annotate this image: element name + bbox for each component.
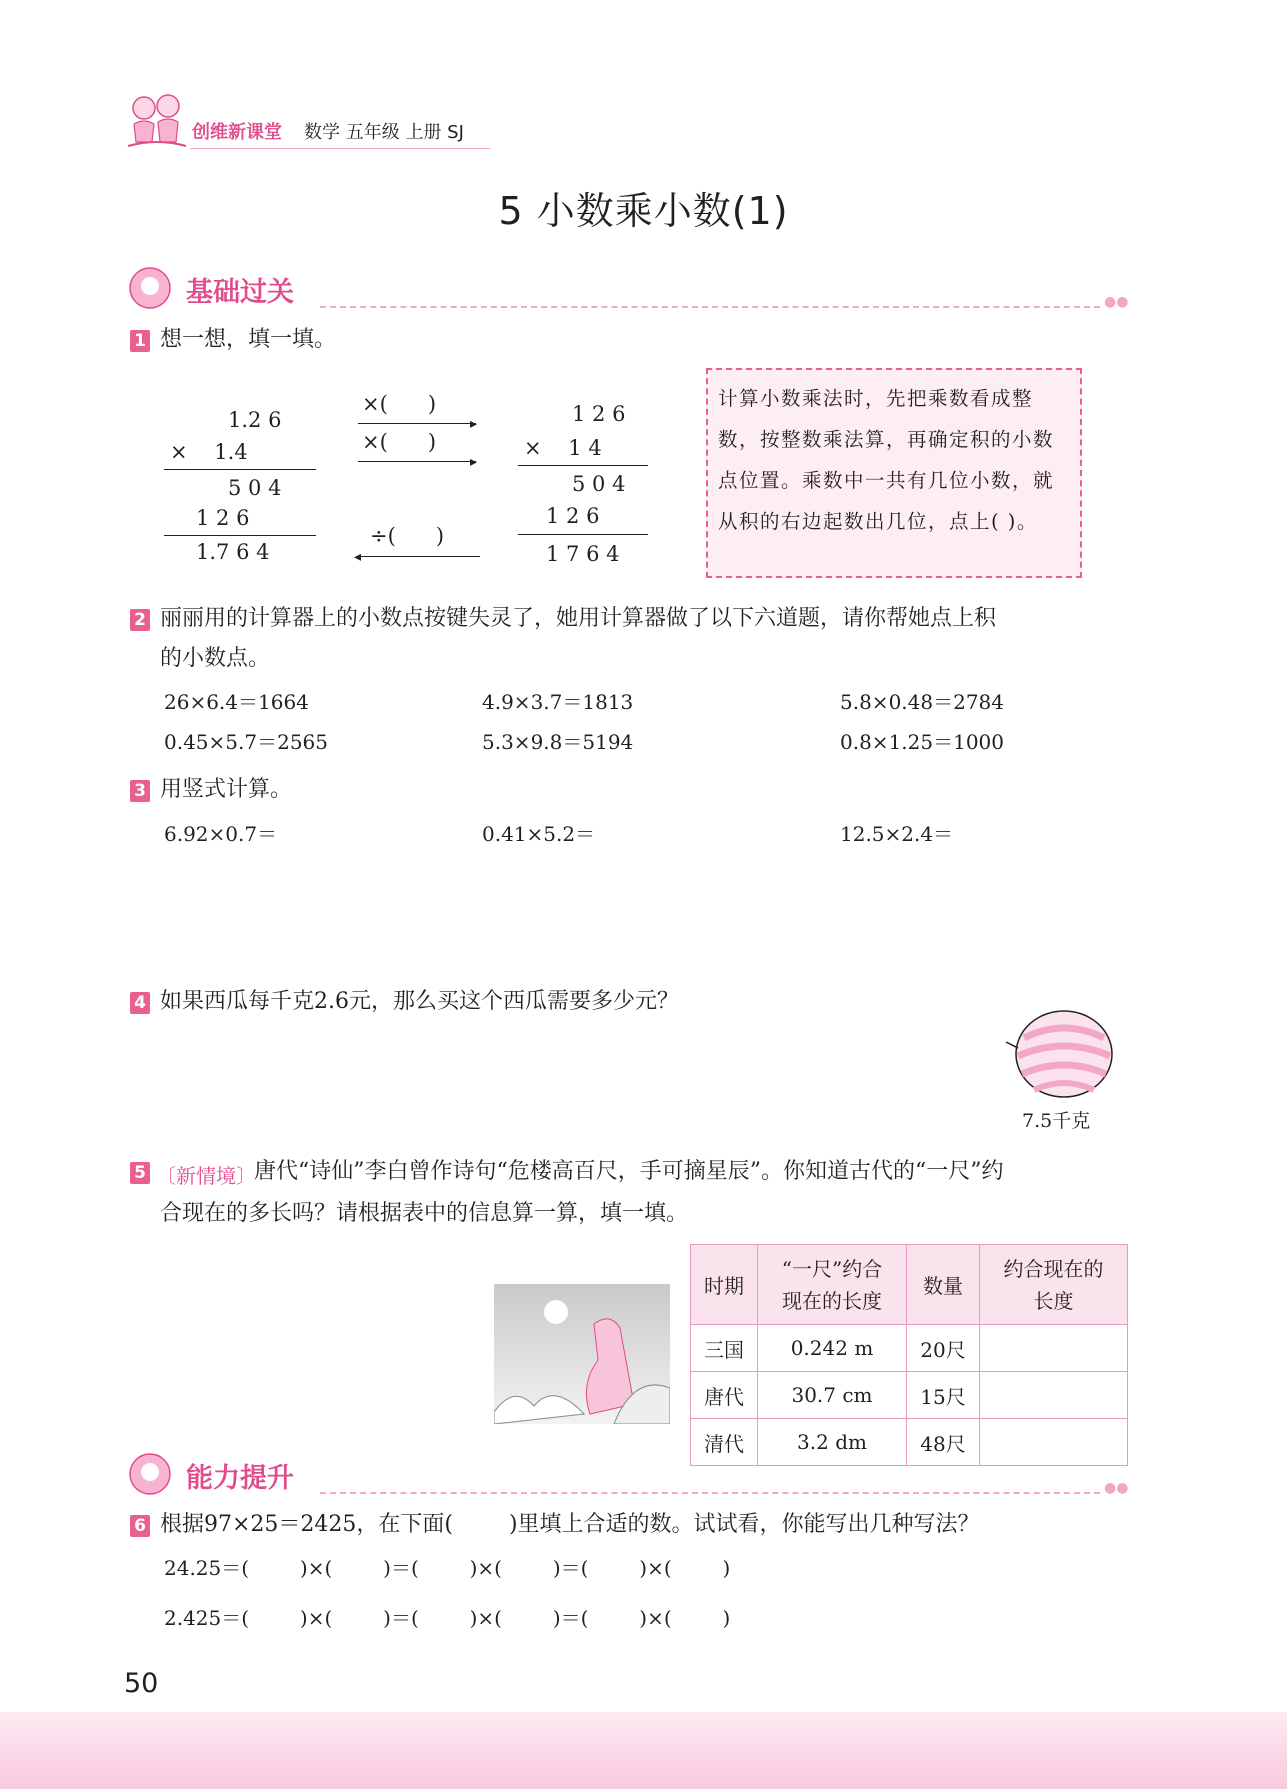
equation: 6.92×0.7＝ [164,822,278,846]
calc-right-row2: × 1 4 [524,436,602,460]
section-dots: ●● [1104,294,1129,310]
table-row [691,1419,1128,1466]
new-context-tag: 〔新情境〕 [156,1164,256,1188]
table-row [691,1372,1128,1419]
calc-left-row3: 5 0 4 [228,476,282,500]
equation-fill-line: 2.425＝( )×( )＝( )×( )＝( )×( ) [164,1606,731,1630]
answer-cell[interactable] [980,1419,1128,1466]
table-header: 时期 [691,1245,758,1325]
question-text-line2: 合现在的多长吗？请根据表中的信息算一算，填一填。 [160,1201,689,1226]
question-number: 1 [130,330,150,352]
question-number: 5 [130,1162,150,1184]
question-number: 4 [130,992,150,1014]
watermelon-image [1004,1008,1116,1104]
equation: 4.9×3.7＝1813 [482,690,634,714]
arrow-label-top1: ×( ) [362,392,437,416]
question-prompt: 根据97×25＝2425，在下面( )里填上合适的数。试试看，你能写出几种写法？ [160,1512,980,1537]
section-divider [320,1492,1100,1494]
table-header: 约合现在的 长度 [980,1245,1128,1325]
calc-left-rule1 [164,469,316,470]
arrow-head-right-icon: ▸ [470,454,478,470]
calc-right-rule2 [518,534,648,535]
question-text-line2: 的小数点。 [160,646,271,671]
table-cell: 唐代 [691,1372,758,1419]
calc-left-row2: × 1.4 [170,440,248,464]
calc-right-row5: 1 7 6 4 [546,542,620,566]
question-text-line1: 丽丽用的计算器上的小数点按键失灵了，她用计算器做了以下六道题，请你帮她点上积 [160,606,997,631]
calc-left-row4: 1 2 6 [196,506,250,530]
arrow-bottom [360,556,480,557]
table-header: 数量 [907,1245,980,1325]
book-info: 数学 五年级 上册 SJ [304,122,464,143]
equation: 0.41×5.2＝ [482,822,596,846]
page-number: 50 [124,1668,159,1699]
tip-box [706,368,1082,578]
answer-cell[interactable] [980,1325,1128,1372]
equation: 0.45×5.7＝2565 [164,730,328,754]
calc-right-row3: 5 0 4 [572,472,626,496]
arrow-head-right-icon: ▸ [470,416,478,432]
table-row [691,1325,1128,1372]
calc-left-row1: 1.2 6 [228,408,282,432]
section-icon [128,1452,172,1496]
question-number: 3 [130,780,150,802]
header-underline [190,148,490,149]
question-number: 2 [130,609,150,631]
calc-left-rule2 [164,535,316,536]
arrow-label-bottom: ÷( ) [370,524,445,548]
table-cell: 3.2 dm [758,1419,907,1466]
equation: 5.8×0.48＝2784 [840,690,1004,714]
calc-right-row1: 1 2 6 [572,402,626,426]
section-divider [320,306,1100,308]
table-cell: 48尺 [907,1419,980,1466]
question-prompt: 用竖式计算。 [160,777,293,802]
table-cell: 15尺 [907,1372,980,1419]
equation: 26×6.4＝1664 [164,690,309,714]
arrow-top2 [358,461,476,462]
watermelon-weight-label: 7.5千克 [1022,1110,1091,1132]
section-icon [128,266,172,310]
table-cell: 0.242 m [758,1325,907,1372]
equation: 5.3×9.8＝5194 [482,730,634,754]
question-number: 6 [130,1515,150,1537]
brand-logo [124,90,190,152]
moonlit-scene-image [494,1284,670,1424]
table-cell: 三国 [691,1325,758,1372]
equation-fill-line: 24.25＝( )×( )＝( )×( )＝( )×( ) [164,1556,731,1580]
question-text-line1: 唐代“诗仙”李白曾作诗句“危楼高百尺，手可摘星辰”。你知道古代的“一尺”约 [254,1159,1004,1184]
arrow-top1 [358,423,476,424]
equation: 12.5×2.4＝ [840,822,954,846]
footer-band [0,1712,1287,1789]
era-length-table [690,1244,1128,1466]
page-title: 5 小数乘小数(1) [498,189,789,233]
table-header: “一尺”约合 现在的长度 [758,1245,907,1325]
section-title-advanced: 能力提升 [186,1463,294,1494]
question-prompt: 想一想，填一填。 [160,327,337,352]
brand-name: 创维新课堂 [192,122,282,143]
section-title-basic: 基础过关 [186,277,294,308]
table-cell: 清代 [691,1419,758,1466]
table-cell: 20尺 [907,1325,980,1372]
answer-cell[interactable] [980,1372,1128,1419]
arrow-head-left-icon: ◂ [354,549,362,565]
calc-left-row5: 1.7 6 4 [196,540,270,564]
tip-text: 计算小数乘法时，先把乘数看成整数，按整数乘法算，再确定积的小数点位置。乘数中一共有几位小数，就从积的右边起数出几位，点上( )。 [718,387,1055,533]
arrow-label-top2: ×( ) [362,430,437,454]
question-prompt: 如果西瓜每千克2.6元，那么买这个西瓜需要多少元？ [160,989,679,1014]
section-dots: ●● [1104,1480,1129,1496]
calc-right-row4: 1 2 6 [546,504,600,528]
equation: 0.8×1.25＝1000 [840,730,1004,754]
calc-right-rule1 [518,465,648,466]
table-cell: 30.7 cm [758,1372,907,1419]
